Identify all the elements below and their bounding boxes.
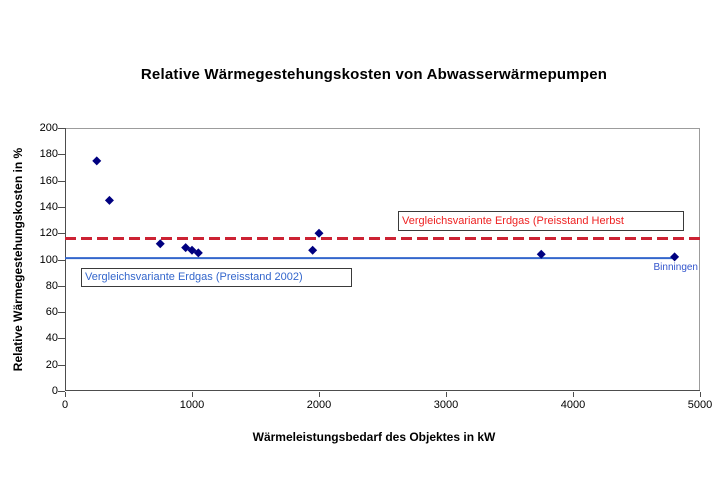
y-tick-label: 0	[51, 385, 58, 397]
x-tick-label: 0	[61, 399, 69, 411]
y-tick-label: 80	[45, 279, 58, 292]
data-point	[670, 252, 679, 261]
x-tick-mark	[319, 392, 320, 397]
plot-area	[65, 128, 700, 391]
x-tick-mark	[700, 392, 701, 397]
data-point	[156, 239, 165, 248]
plot-border	[66, 129, 700, 391]
data-point	[92, 156, 101, 165]
y-tick-mark	[58, 207, 65, 208]
x-tick-label: 2000	[306, 399, 332, 411]
y-tick-mark	[58, 181, 65, 182]
y-tick-mark	[58, 286, 65, 287]
y-tick-label: 40	[45, 332, 58, 345]
x-tick-mark	[446, 392, 447, 397]
y-tick-mark	[58, 391, 65, 392]
x-tick-label: 3000	[433, 399, 459, 411]
y-tick-mark	[58, 154, 65, 155]
y-tick-mark	[58, 312, 65, 313]
y-tick-mark	[58, 365, 65, 366]
x-axis-title: Wärmeleistungsbedarf des Objektes in kW	[252, 430, 496, 444]
annotation-erdgas-2002	[81, 268, 352, 287]
y-tick-label: 200	[39, 122, 58, 134]
annotation-erdgas-herbst-label: Vergleichsvariante Erdgas (Preisstand Herbst	[402, 214, 624, 227]
x-tick-mark	[65, 392, 66, 397]
x-tick-label: 4000	[560, 399, 586, 411]
y-tick-mark	[58, 338, 65, 339]
y-axis-title: Relative Wärmegestehungskosten in %	[11, 147, 25, 372]
x-tick-mark	[573, 392, 574, 397]
data-point	[105, 196, 114, 205]
data-point	[315, 229, 324, 238]
y-tick-label: 160	[39, 174, 58, 187]
y-tick-label: 60	[45, 306, 58, 319]
x-tick-label: 1000	[179, 399, 205, 411]
data-point	[308, 246, 317, 255]
y-tick-label: 140	[39, 200, 58, 213]
y-tick-label: 180	[39, 148, 58, 161]
point-label-binningen: Binningen	[653, 262, 698, 273]
annotation-erdgas-herbst	[398, 211, 684, 231]
plot-svg	[65, 128, 700, 391]
y-tick-mark	[58, 260, 65, 261]
y-tick-label: 20	[45, 358, 58, 371]
y-tick-label: 120	[39, 227, 58, 240]
y-tick-label: 100	[39, 253, 58, 266]
x-tick-mark	[192, 392, 193, 397]
y-tick-mark	[58, 233, 65, 234]
annotation-erdgas-2002-label: Vergleichsvariante Erdgas (Preisstand 2002)	[85, 271, 303, 283]
y-tick-mark	[58, 128, 65, 129]
chart-title: Relative Wärmegestehungskosten von Abwasserwärmepumpen	[140, 66, 608, 83]
x-tick-label: 5000	[687, 399, 713, 411]
